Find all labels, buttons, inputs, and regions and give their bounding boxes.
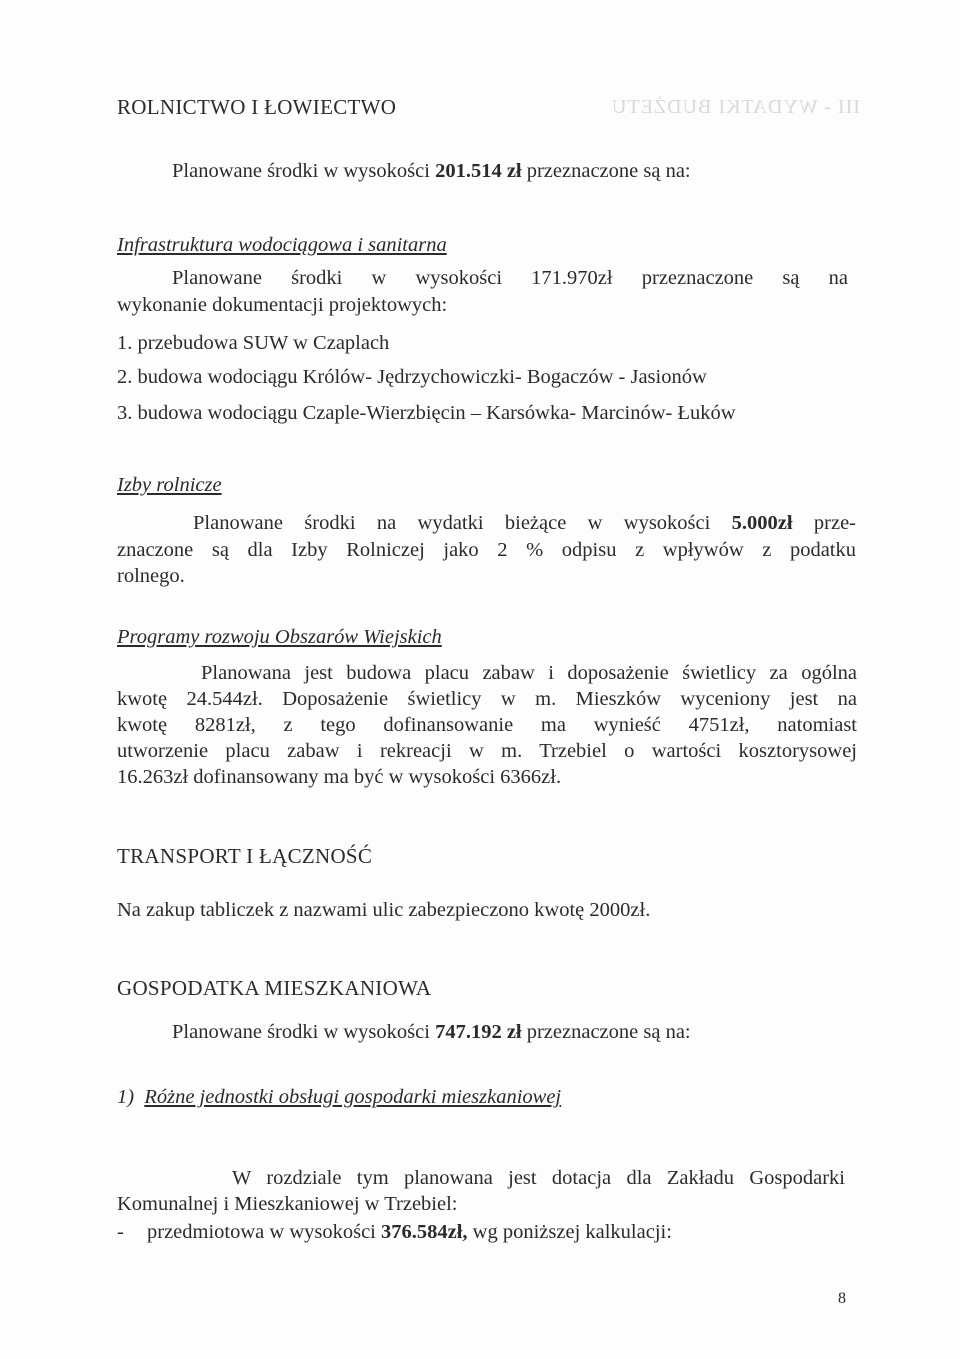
gospodarka-amount: 747.192 zł [435,1021,522,1043]
izby-amount: 5.000zł [731,512,793,534]
bullet-amount: 376.584zł, [381,1221,468,1243]
infra-item-1: 1. przebudowa SUW w Czaplach [117,332,390,354]
izby-line-3: rolnego. [117,565,185,587]
subsection-number: 1) [117,1086,135,1108]
bleed-through-text: III - WYDATKI BUDŻETU [611,96,860,118]
rolnictwo-intro: Planowane środki w wysokości 201.514 zł przeznaczone są na: [172,160,691,182]
transport-text: Na zakup tabliczek z nazwami ulic zabezpieczono kwotę 2000zł. [117,899,651,921]
programy-line-1: Planowana jest budowa placu zabaw i doposażenie świetlicy za ogólna [201,662,857,684]
heading-transport: TRANSPORT I ŁĄCZNOŚĆ [117,844,373,868]
gospodarka-bullet: przedmiotowa w wysokości 376.584zł, wg poniższej kalkulacji: [147,1221,672,1243]
programy-line-3: kwotę 8281zł, z tego dofinansowanie ma wynieść 4751zł, natomiast [117,714,857,736]
izby-line-2: znaczone są dla Izby Rolniczej jako 2 % odpisu z wpływów z podatku [117,539,856,561]
bullet-dash: - [117,1221,124,1243]
programy-line-2: kwotę 24.544zł. Doposażenie świetlicy w m. Mieszków wyceniony jest na [117,688,857,710]
gospodarka-para-line-1: W rozdziale tym planowana jest dotacja dla Zakładu Gospodarki [232,1167,845,1189]
subheading-programy: Programy rozwoju Obszarów Wiejskich [117,626,442,648]
gospodarka-subsection [117,1084,561,1110]
programy-line-5: 16.263zł dofinansowany ma być w wysokości 6366zł. [117,766,562,788]
rolnictwo-amount: 201.514 zł [435,160,522,182]
infra-line-2: wykonanie dokumentacji projektowych: [117,294,448,316]
infra-item-2: 2. budowa wodociągu Królów- Jędrzychowiczki- Bogaczów - Jasionów [117,366,707,388]
subheading-infrastruktura: Infrastruktura wodociągowa i sanitarna [117,234,447,256]
gospodarka-para-line-2: Komunalnej i Mieszkaniowej w Trzebiel: [117,1193,458,1215]
infra-item-3: 3. budowa wodociągu Czaple-Wierzbięcin – Karsówka- Marcinów- Łuków [117,402,736,424]
gospodarka-intro: Planowane środki w wysokości 747.192 zł przeznaczone są na: [172,1021,691,1043]
infra-line-1: Planowane środki w wysokości 171.970zł przeznaczone są na [172,267,848,289]
subheading-izby: Izby rolnicze [117,474,222,496]
heading-gospodarka: GOSPODATKA MIESZKANIOWA [117,976,432,1000]
page-number: 8 [838,1290,846,1307]
programy-line-4: utworzenie placu zabaw i rekreacji w m. Trzebiel o wartości kosztorysowej [117,740,857,762]
heading-rolnictwo: ROLNICTWO I ŁOWIECTWO [117,95,397,119]
izby-line-1: Planowane środki na wydatki bieżące w wysokości 5.000zł prze- [193,512,857,534]
subheading-rozne-jednostki: Różne jednostki obsługi gospodarki mieszkaniowej [144,1086,562,1108]
